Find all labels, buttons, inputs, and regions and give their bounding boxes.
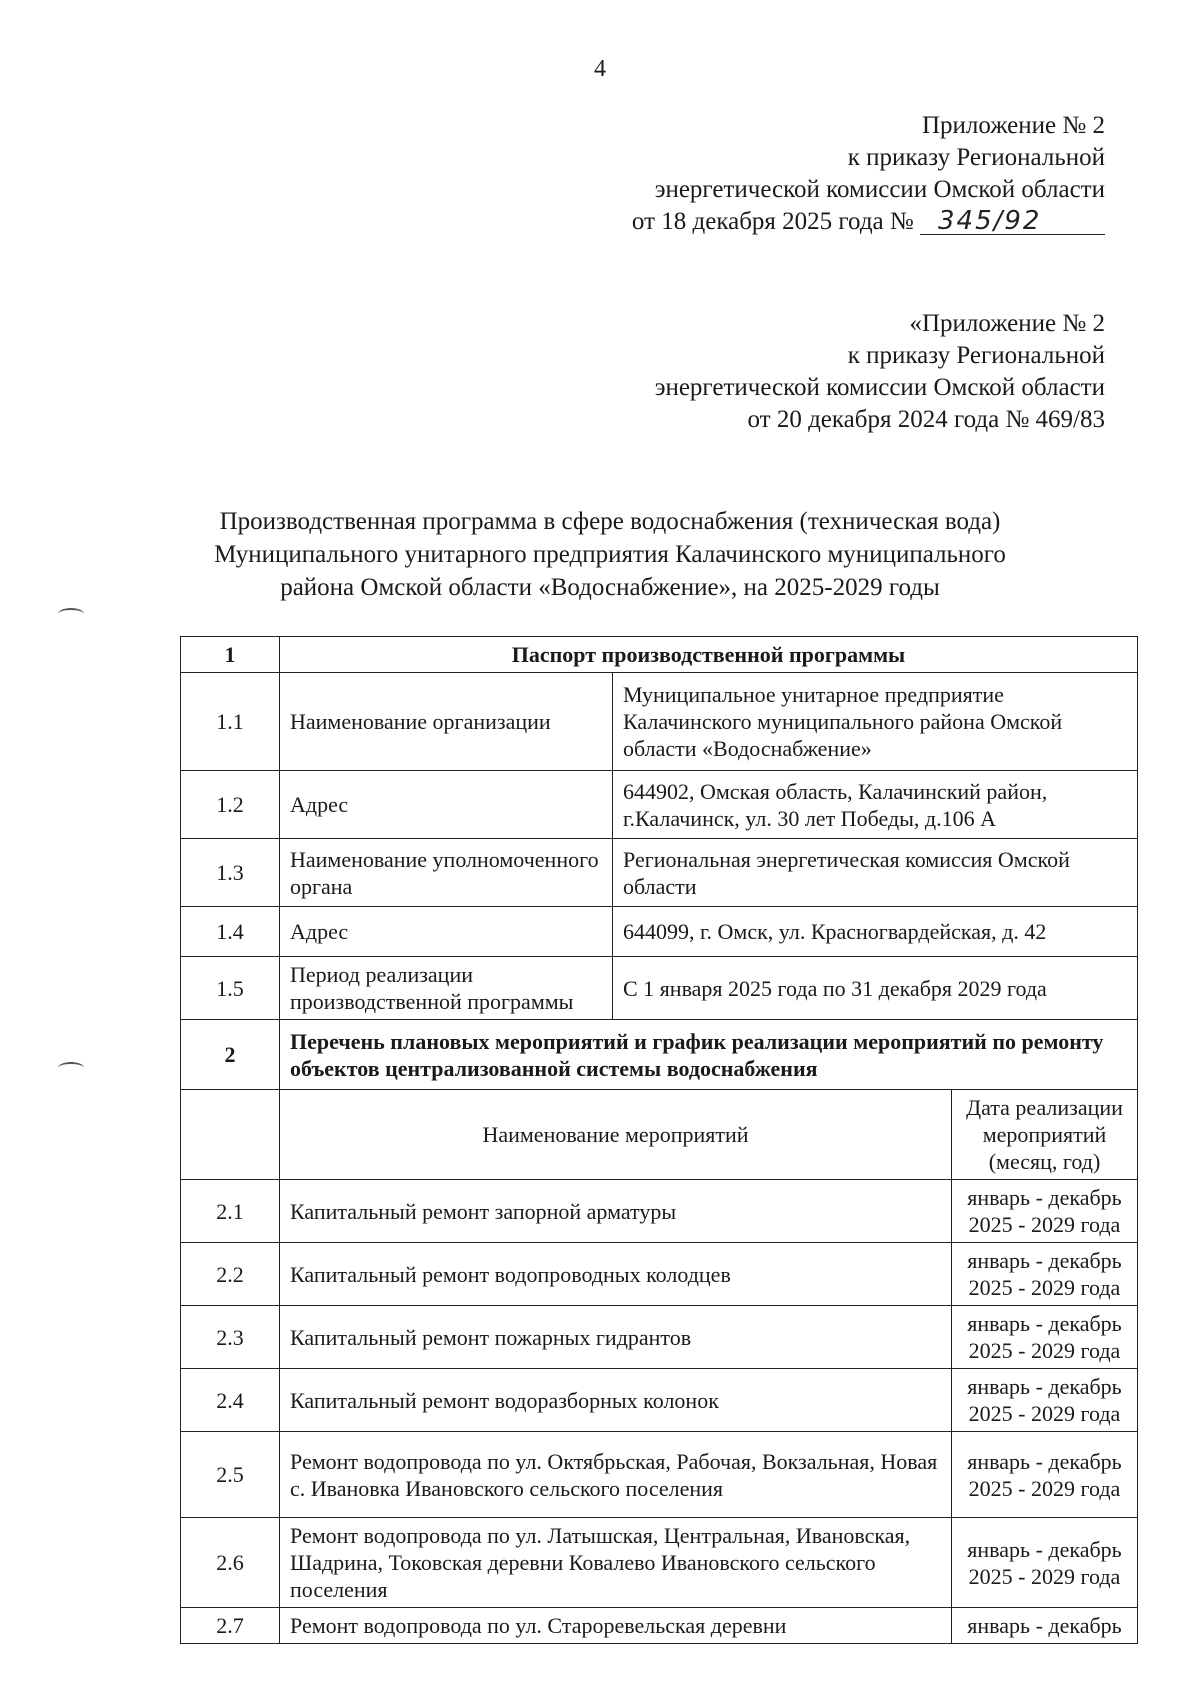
table-row bbox=[181, 1090, 1138, 1180]
event-name: Капитальный ремонт водоразборных колонок bbox=[280, 1369, 952, 1432]
event-date: январь - декабрь 2025 - 2029 года bbox=[952, 1180, 1138, 1243]
appendix-line: энергетической комиссии Омской области bbox=[654, 374, 1105, 401]
column-header-date: Дата реализации мероприятий (месяц, год) bbox=[952, 1090, 1138, 1180]
row-number: 2.3 bbox=[181, 1306, 280, 1369]
row-number: 1.2 bbox=[181, 771, 280, 839]
section-header: Перечень плановых мероприятий и график реализации мероприятий по ремонту объектов централизованной системы водоснабжения bbox=[280, 1020, 1138, 1090]
table-row bbox=[181, 1518, 1138, 1608]
table-row bbox=[181, 1020, 1138, 1090]
event-date: январь - декабрь 2025 - 2029 года bbox=[952, 1369, 1138, 1432]
row-number: 2.6 bbox=[181, 1518, 280, 1608]
row-number: 2.4 bbox=[181, 1369, 280, 1432]
document-title bbox=[150, 505, 1070, 604]
row-value: Муниципальное унитарное предприятие Калачинского муниципального района Омской области «Водоснабжение» bbox=[613, 673, 1138, 771]
handwritten-order-number: 345/92 bbox=[920, 208, 1105, 235]
table-row bbox=[181, 1306, 1138, 1369]
table-row bbox=[181, 1243, 1138, 1306]
row-label: Адрес bbox=[280, 771, 613, 839]
row-number: 2.1 bbox=[181, 1180, 280, 1243]
order-date-prefix: от 18 декабря 2025 года № bbox=[631, 208, 914, 235]
row-number: 2.7 bbox=[181, 1608, 280, 1644]
row-value: Региональная энергетическая комиссия Омской области bbox=[613, 839, 1138, 907]
row-number: 2.5 bbox=[181, 1432, 280, 1518]
appendix-line: к приказу Региональной bbox=[847, 342, 1105, 369]
empty-cell bbox=[181, 1090, 280, 1180]
table-row bbox=[181, 637, 1138, 673]
table-row bbox=[181, 907, 1138, 957]
table-row bbox=[181, 839, 1138, 907]
title-line: Муниципального унитарного предприятия Калачинского муниципального bbox=[214, 541, 1006, 568]
table-row bbox=[181, 1608, 1138, 1644]
appendix-header-new bbox=[632, 110, 1105, 238]
appendix-line: «Приложение № 2 bbox=[909, 310, 1105, 337]
table-row bbox=[181, 1432, 1138, 1518]
row-label: Наименование уполномоченного органа bbox=[280, 839, 613, 907]
event-date: январь - декабрь bbox=[952, 1608, 1138, 1644]
row-number: 1.4 bbox=[181, 907, 280, 957]
event-date: январь - декабрь 2025 - 2029 года bbox=[952, 1306, 1138, 1369]
row-value: 644099, г. Омск, ул. Красногвардейская, д. 42 bbox=[613, 907, 1138, 957]
event-name: Ремонт водопровода по ул. Латышская, Центральная, Ивановская, Шадрина, Токовская деревни Ковалево Ивановского сельского поселения bbox=[280, 1518, 952, 1608]
scan-margin-mark bbox=[58, 1062, 84, 1074]
row-label: Адрес bbox=[280, 907, 613, 957]
event-name: Капитальный ремонт запорной арматуры bbox=[280, 1180, 952, 1243]
event-name: Ремонт водопровода по ул. Староревельская деревни bbox=[280, 1608, 952, 1644]
column-header-name: Наименование мероприятий bbox=[280, 1090, 952, 1180]
appendix-line: Приложение № 2 bbox=[921, 112, 1105, 139]
section-number: 2 bbox=[181, 1020, 280, 1090]
row-number: 2.2 bbox=[181, 1243, 280, 1306]
appendix-line: к приказу Региональной bbox=[847, 144, 1105, 171]
row-value: 644902, Омская область, Калачинский район, г.Калачинск, ул. 30 лет Победы, д.106 А bbox=[613, 771, 1138, 839]
row-number: 1.3 bbox=[181, 839, 280, 907]
event-name: Ремонт водопровода по ул. Октябрьская, Рабочая, Вокзальная, Новая с. Ивановка Ивановского сельского поселения bbox=[280, 1432, 952, 1518]
event-name: Капитальный ремонт водопроводных колодцев bbox=[280, 1243, 952, 1306]
appendix-line: энергетической комиссии Омской области bbox=[654, 176, 1105, 203]
event-date: январь - декабрь 2025 - 2029 года bbox=[952, 1243, 1138, 1306]
page-number: 4 bbox=[594, 56, 606, 82]
row-label: Наименование организации bbox=[280, 673, 613, 771]
title-line: Производственная программа в сфере водоснабжения (техническая вода) bbox=[219, 508, 1001, 535]
table-row bbox=[181, 957, 1138, 1020]
row-label: Период реализации производственной программы bbox=[280, 957, 613, 1020]
table-row bbox=[181, 1180, 1138, 1243]
event-date: январь - декабрь 2025 - 2029 года bbox=[952, 1432, 1138, 1518]
title-line: района Омской области «Водоснабжение», на 2025-2029 годы bbox=[280, 574, 940, 601]
scan-margin-mark bbox=[58, 608, 84, 620]
row-number: 1.1 bbox=[181, 673, 280, 771]
section-number: 1 bbox=[181, 637, 280, 673]
production-program-table bbox=[180, 636, 1138, 1644]
table-row bbox=[181, 673, 1138, 771]
section-header: Паспорт производственной программы bbox=[280, 637, 1138, 673]
event-date: январь - декабрь 2025 - 2029 года bbox=[952, 1518, 1138, 1608]
appendix-line: от 20 декабря 2024 года № 469/83 bbox=[747, 406, 1105, 433]
table-row bbox=[181, 1369, 1138, 1432]
table-row bbox=[181, 771, 1138, 839]
event-name: Капитальный ремонт пожарных гидрантов bbox=[280, 1306, 952, 1369]
appendix-order-line bbox=[632, 206, 1105, 238]
row-number: 1.5 bbox=[181, 957, 280, 1020]
appendix-header-old bbox=[655, 308, 1105, 436]
row-value: С 1 января 2025 года по 31 декабря 2029 года bbox=[613, 957, 1138, 1020]
